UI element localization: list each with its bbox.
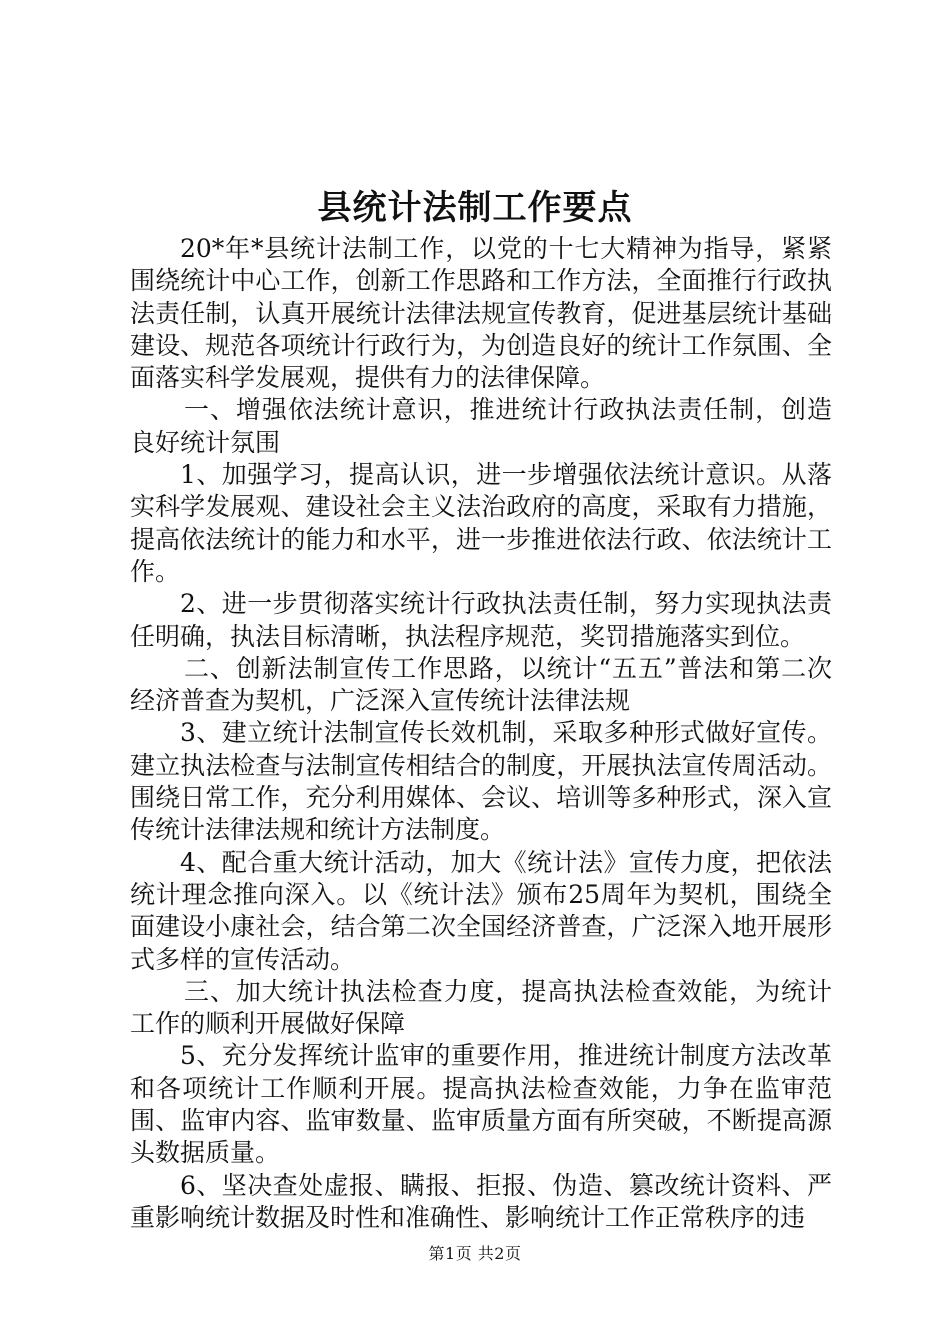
item-paragraph-4: 4、配合重大统计活动，加大《统计法》宣传力度，把依法统计理念推向深入。以《统计法》颁布25周年为契机，围绕全面建设小康社会，结合第二次全国经济普查，广泛深入地开展形式多样的宣传活动。 xyxy=(130,847,832,974)
document-body xyxy=(130,233,832,1234)
section-heading-3: 三、加大统计执法检查力度，提高执法检查效能，为统计工作的顺利开展做好保障 xyxy=(130,976,832,1039)
section-heading-1: 一、增强依法统计意识，推进统计行政执法责任制，创造良好统计氛围 xyxy=(130,395,832,457)
document-title: 县统计法制工作要点 xyxy=(317,188,633,228)
item-paragraph-6: 6、坚决查处虚报、瞒报、拒报、伪造、篡改统计资料、严重影响统计数据及时性和准确性、影响统计工作正常秩序的违 xyxy=(130,1170,832,1232)
section-heading-2: 二、创新法制宣传工作思路，以统计“五五”普法和第二次经济普查为契机，广泛深入宣传统计法律法规 xyxy=(130,653,832,716)
page-footer: 第1页 共2页 xyxy=(428,1244,522,1263)
intro-paragraph: 20*年*县统计法制工作，以党的十七大精神为指导，紧紧围绕统计中心工作，创新工作思路和工作方法，全面推行行政执法责任制，认真开展统计法律法规宣传教育，促进基层统计基础建设、规范各项统计行政行为，为创造良好的统计工作氛围、全面落实科学发展观，提供有力的法律保障。 xyxy=(130,234,832,393)
item-paragraph-2: 2、进一步贯彻落实统计行政执法责任制，努力实现执法责任明确，执法目标清晰，执法程序规范，奖罚措施落实到位。 xyxy=(130,589,832,651)
item-paragraph-3: 3、建立统计法制宣传长效机制，采取多种形式做好宣传。建立执法检查与法制宣传相结合的制度，开展执法宣传周活动。围绕日常工作，充分利用媒体、会议、培训等多种形式，深入宣传统计法律法规和统计方法制度。 xyxy=(130,718,832,845)
item-paragraph-1: 1、加强学习，提高认识，进一步增强依法统计意识。从落实科学发展观、建设社会主义法治政府的高度，采取有力措施，提高依法统计的能力和水平，进一步推进依法行政、依法统计工作。 xyxy=(130,460,832,586)
item-paragraph-5: 5、充分发挥统计监审的重要作用，推进统计制度方法改革和各项统计工作顺利开展。提高执法检查效能，力争在监审范围、监审内容、监审数量、监审质量方面有所突破，不断提高源头数据质量。 xyxy=(130,1041,832,1168)
